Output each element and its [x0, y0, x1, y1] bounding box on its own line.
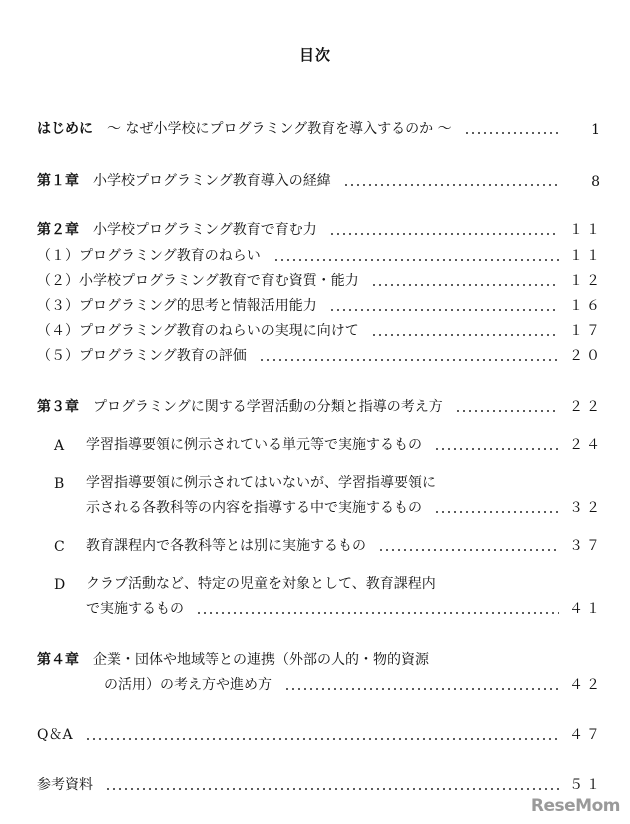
toc-page: ２４ [569, 437, 603, 453]
toc-label: 第３章 [37, 399, 79, 415]
leader-dots [284, 688, 559, 690]
toc-page: ２２ [569, 399, 603, 415]
leader-dots [343, 184, 561, 186]
toc-entry-2-3[interactable] [37, 295, 603, 315]
toc-text: 小学校プログラミング教育で育む力 [93, 222, 317, 238]
toc-page: 1 [591, 122, 603, 138]
toc-text: プログラミング教育の評価 [79, 348, 247, 364]
toc-page: ４２ [569, 677, 603, 693]
toc-text: 小学校プログラミング教育で育む資質・能力 [79, 273, 359, 289]
toc-entry-chapter-1[interactable] [37, 170, 603, 190]
leader-dots [105, 788, 559, 790]
toc-label: B [54, 476, 65, 492]
toc-entry-intro[interactable] [37, 118, 603, 138]
toc-label: 第４章 [37, 652, 79, 668]
toc-page: ５１ [569, 777, 603, 793]
toc-entry-3-b-line1[interactable] [54, 472, 603, 492]
toc-entry-3-b-line2[interactable] [86, 497, 603, 517]
leader-dots [371, 284, 559, 286]
toc-page: ４７ [569, 727, 603, 743]
toc-text: プログラミング的思考と情報活用能力 [79, 298, 317, 314]
leader-dots [455, 410, 559, 412]
leader-dots [434, 448, 559, 450]
leader-dots [329, 309, 559, 311]
toc-entry-references[interactable] [37, 774, 603, 794]
toc-entry-3-a[interactable] [54, 434, 603, 454]
leader-dots [378, 549, 559, 551]
toc-label: （５） [37, 348, 79, 364]
toc-entry-3-d-line1[interactable] [54, 573, 603, 593]
toc-label: 第２章 [37, 222, 79, 238]
toc-entry-qa[interactable] [37, 724, 603, 744]
toc-entry-2-2[interactable] [37, 270, 603, 290]
leader-dots [329, 233, 559, 235]
toc-text: 教育課程内で各教科等とは別に実施するもの [86, 538, 366, 554]
toc-text: 企業・団体や地域等との連携（外部の人的・物的資源 [93, 652, 429, 668]
toc-page: １１ [569, 248, 603, 264]
toc-entry-chapter-2[interactable] [37, 219, 603, 239]
toc-page: １７ [569, 323, 603, 339]
toc-label: D [54, 577, 66, 593]
toc-entry-chapter-3[interactable] [37, 396, 603, 416]
toc-page: ３７ [569, 538, 603, 554]
toc-entry-3-c[interactable] [54, 535, 603, 555]
toc-label: Q＆A [37, 727, 73, 743]
toc-text: 示される各教科等の内容を指導する中で実施するもの [86, 500, 422, 516]
toc-page: ２０ [569, 348, 603, 364]
page-title: 目次 [298, 46, 331, 64]
toc-entry-chapter-4-line1[interactable] [37, 649, 603, 669]
watermark-logo: ReseMom [530, 796, 620, 816]
toc-label: 参考資料 [37, 777, 93, 793]
leader-dots [371, 334, 559, 336]
toc-text: クラブ活動など、特定の児童を対象として、教育課程内 [86, 576, 436, 592]
toc-entry-2-5[interactable] [37, 345, 603, 365]
toc-label: （１） [37, 248, 79, 264]
toc-entry-2-4[interactable] [37, 320, 603, 340]
leader-dots [196, 612, 559, 614]
toc-entry-chapter-4-line2[interactable] [104, 674, 603, 694]
toc-label: （２） [37, 273, 79, 289]
leader-dots [464, 132, 561, 134]
toc-entry-2-1[interactable] [37, 245, 603, 265]
leader-dots [259, 359, 559, 361]
toc-text: ～ なぜ小学校にプログラミング教育を導入するのか ～ [107, 121, 452, 137]
toc-page: １１ [569, 222, 603, 238]
toc-text: 学習指導要領に例示されてはいないが、学習指導要領に [86, 475, 436, 491]
toc-page: １２ [569, 273, 603, 289]
toc-entry-3-d-line2[interactable] [86, 598, 603, 618]
toc-label: 第１章 [37, 173, 79, 189]
toc-text: プログラミング教育のねらいの実現に向けて [79, 323, 359, 339]
toc-label: （３） [37, 298, 79, 314]
leader-dots [273, 259, 559, 261]
toc-page: １６ [569, 298, 603, 314]
toc-text: 学習指導要領に例示されている単元等で実施するもの [86, 437, 422, 453]
toc-page: ３２ [569, 500, 603, 516]
leader-dots [85, 738, 559, 740]
toc-label: C [54, 539, 65, 555]
toc-page: ４１ [569, 601, 603, 617]
toc-label: はじめに [37, 121, 93, 137]
toc-text: 小学校プログラミング教育導入の経緯 [93, 173, 331, 189]
leader-dots [434, 511, 559, 513]
toc-text: プログラミングに関する学習活動の分類と指導の考え方 [93, 399, 443, 415]
toc-text: の活用）の考え方や進め方 [104, 677, 272, 693]
toc-text: プログラミング教育のねらい [79, 248, 261, 264]
toc-text: で実施するもの [86, 601, 184, 617]
toc-label: A [54, 438, 65, 454]
toc-page: 8 [591, 174, 603, 190]
toc-label: （４） [37, 323, 79, 339]
